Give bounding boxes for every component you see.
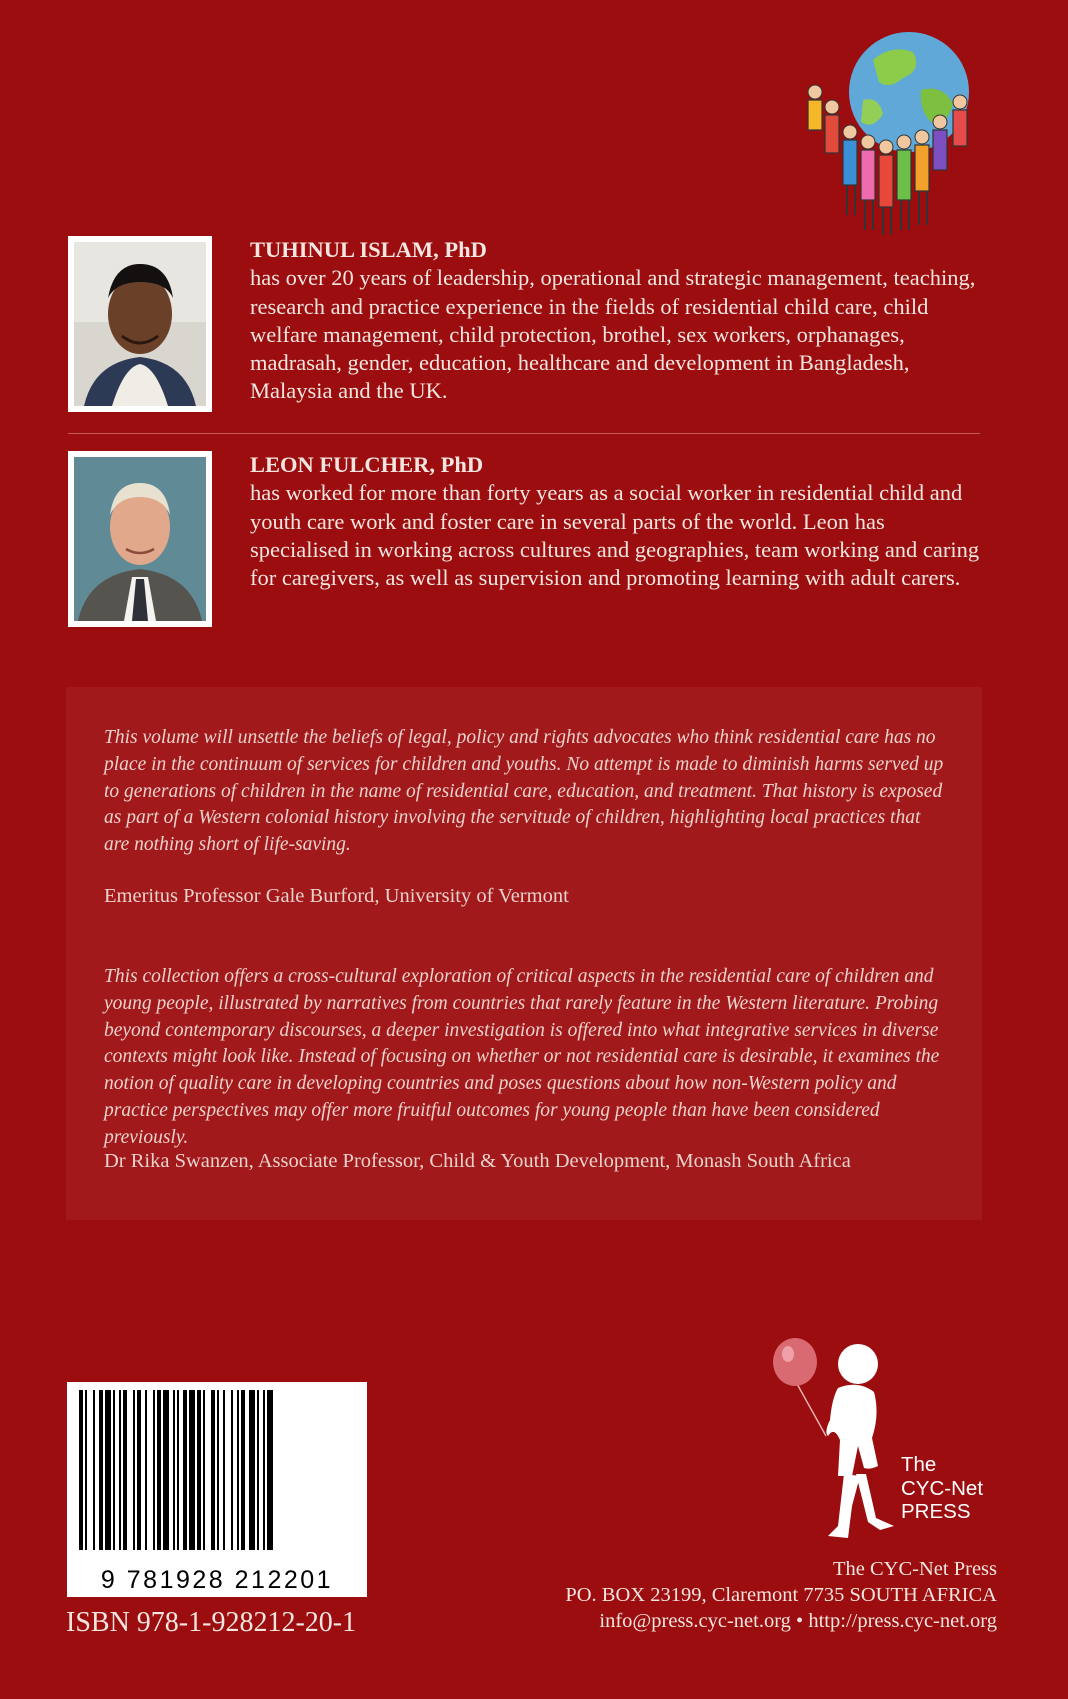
barcode-bar bbox=[157, 1390, 161, 1550]
barcode-bar bbox=[223, 1390, 225, 1550]
author-1-photo bbox=[68, 236, 212, 412]
author-1-name: TUHINUL ISLAM, PhD bbox=[250, 237, 487, 262]
isbn-number: ISBN 978-1-928212-20-1 bbox=[66, 1607, 357, 1638]
barcode-bar bbox=[85, 1390, 87, 1550]
barcode-bar bbox=[257, 1390, 259, 1550]
barcode-bar bbox=[241, 1390, 245, 1550]
publisher-contact: info@press.cyc-net.org • http://press.cyc-net.org bbox=[599, 1610, 997, 1632]
barcode-bar bbox=[113, 1390, 115, 1550]
barcode-bar bbox=[237, 1390, 239, 1550]
press-logo-text bbox=[901, 1453, 983, 1524]
author-1-bio-block bbox=[250, 236, 980, 406]
barcode-bar bbox=[197, 1390, 201, 1550]
author-2-bio: has worked for more than forty years as a social worker in residential child and youth care work and foster care in several parts of the world. Leon has specialised in working across cultures and geographies, team working and caring for caregivers, as well as supervision and promoting learning with adult carers. bbox=[250, 480, 980, 591]
author-divider bbox=[68, 433, 980, 434]
publisher-address: PO. BOX 23199, Claremont 7735 SOUTH AFRICA bbox=[565, 1584, 997, 1606]
barcode-bar bbox=[263, 1390, 265, 1550]
barcode-bar bbox=[249, 1390, 255, 1550]
publisher-name: The CYC-Net Press bbox=[833, 1558, 997, 1580]
author-2-bio-block bbox=[250, 451, 980, 592]
logo-line-3: PRESS bbox=[901, 1500, 971, 1523]
author-1-bio: has over 20 years of leadership, operational and strategic management, teaching, research and practice experience in the fields of residential child care, child welfare management, child protection, brothel, sex workers, orphanages, madrasah, gender, education, healthcare and development in Bangladesh, Malaysia and the UK. bbox=[250, 265, 976, 404]
barcode-bar bbox=[105, 1390, 111, 1550]
barcode-bar bbox=[189, 1390, 195, 1550]
barcode-bar bbox=[231, 1390, 233, 1550]
barcode-bar bbox=[79, 1390, 83, 1550]
barcode-bar bbox=[163, 1390, 169, 1550]
author-1 bbox=[68, 236, 978, 416]
barcode-bar bbox=[123, 1390, 127, 1550]
barcode-bar bbox=[145, 1390, 147, 1550]
globe-children-illustration bbox=[803, 30, 983, 240]
logo-line-2: CYC-Net bbox=[901, 1476, 984, 1500]
author-2-name: LEON FULCHER, PhD bbox=[250, 452, 484, 477]
barcode-bar bbox=[173, 1390, 175, 1550]
barcode-bar bbox=[183, 1390, 187, 1550]
barcode-bar bbox=[153, 1390, 155, 1550]
barcode-bar bbox=[211, 1390, 215, 1550]
barcode-bar bbox=[177, 1390, 179, 1550]
isbn-barcode bbox=[67, 1382, 367, 1597]
barcode-bar bbox=[137, 1390, 141, 1550]
endorsements-box bbox=[66, 687, 982, 1220]
author-2 bbox=[68, 451, 978, 631]
barcode-digits: 9 781928 212201 bbox=[100, 1566, 334, 1594]
barcode-bar bbox=[119, 1390, 121, 1550]
barcode-bar bbox=[217, 1390, 219, 1550]
author-2-photo bbox=[68, 451, 212, 627]
barcode-bar bbox=[99, 1390, 103, 1550]
barcode-bar bbox=[203, 1390, 205, 1550]
endorsement-1-quote: This volume will unsettle the beliefs of legal, policy and rights advocates who think residential care has no place in the continuum of services for children and youths. No attempt is made to diminish harms served up to generations of children in the name of residential care, education, and treatment. That history is exposed as part of a Western colonial history involving the servitude of children, highlighting local practices that are nothing short of life-saving. bbox=[104, 727, 944, 856]
barcode-bar bbox=[133, 1390, 135, 1550]
logo-line-1: The bbox=[901, 1453, 937, 1476]
endorsement-2-attribution: Dr Rika Swanzen, Associate Professor, Child & Youth Development, Monash South Africa bbox=[104, 1150, 851, 1172]
endorsement-2-quote: This collection offers a cross-cultural exploration of critical aspects in the residential care of children and young people, illustrated by narratives from countries that rarely feature in the Western literature. Probing beyond contemporary discourses, a deeper investigation is offered into what integrative services in diverse contexts might look like. Instead of focusing on whether or not residential care is desirable, it examines the notion of quality care in developing countries and poses questions about how non-Western policy and practice perspectives may offer more fruitful outcomes for young people than have been considered previously. bbox=[104, 966, 940, 1148]
publisher-address-block bbox=[565, 1556, 997, 1634]
barcode-bar bbox=[93, 1390, 95, 1550]
barcode-bar bbox=[267, 1390, 273, 1550]
endorsement-1-attribution: Emeritus Professor Gale Burford, University of Vermont bbox=[104, 885, 569, 907]
